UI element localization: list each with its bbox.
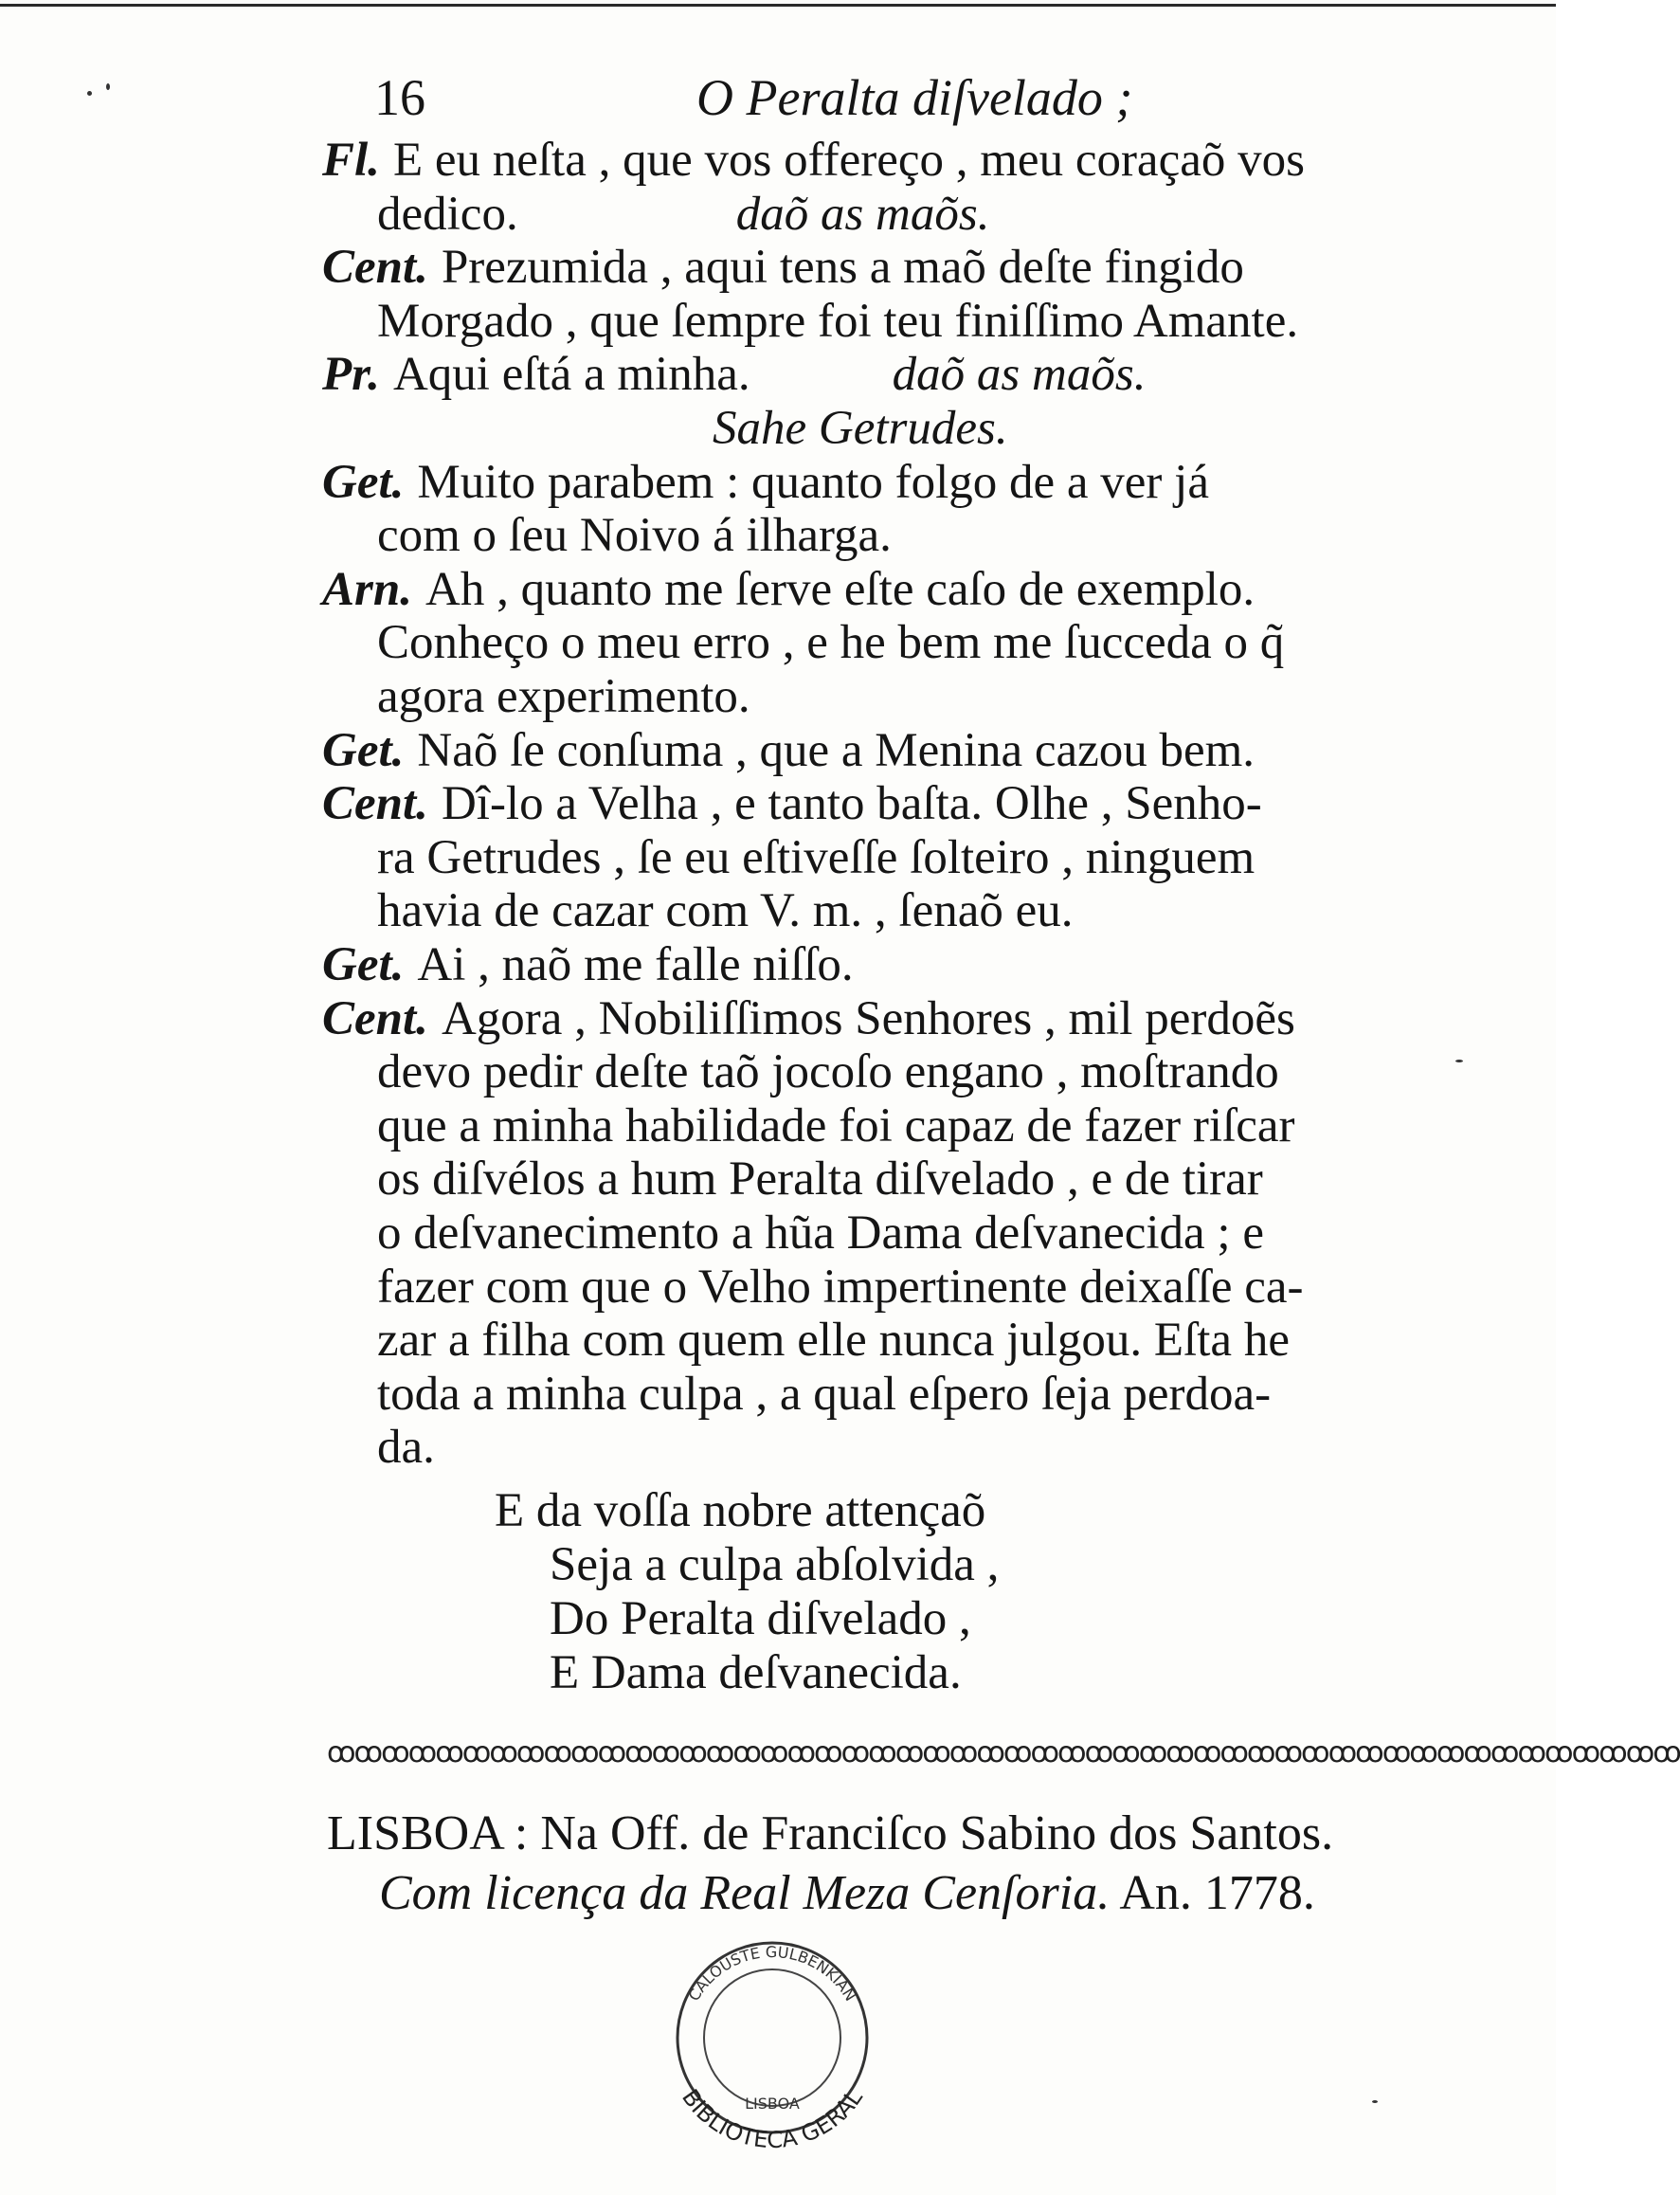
text-line <box>377 1420 435 1475</box>
line-text: ra Getrudes , ſe eu eſtiveſſe ſolteiro , ninguem <box>377 830 1255 884</box>
text-line <box>322 776 1262 831</box>
ink-speck <box>1372 2100 1378 2103</box>
line-text: fazer com que o Velho impertinente deixaſſe ca- <box>377 1260 1304 1314</box>
line-text: Dî-lo a Velha , e tanto baſta. Olhe , Senho- <box>441 777 1262 831</box>
line-text: toda a minha culpa , a qual eſpero ſeja perdoa- <box>377 1367 1272 1421</box>
running-title: O Peralta diſvelado ; <box>696 69 1133 126</box>
speaker-name: Get. <box>322 938 405 991</box>
top-border-line <box>0 4 1556 7</box>
text-line <box>377 294 1298 349</box>
text-line <box>377 508 892 563</box>
imprint-license-line <box>379 1865 1315 1921</box>
text-line <box>322 455 1209 510</box>
ornamental-rule: ꝏꝏꝏꝏꝏꝏꝏꝏꝏꝏꝏꝏꝏꝏꝏꝏꝏꝏꝏꝏꝏꝏꝏꝏꝏꝏꝏꝏꝏꝏꝏꝏꝏꝏꝏꝏꝏꝏꝏꝏꝏꝏꝏꝏꝏꝏꝏꝏꝏꝏ <box>327 1736 1680 1769</box>
line-text: agora experimento. <box>377 670 750 723</box>
text-line <box>322 133 1305 188</box>
speaker-name: Cent. <box>322 777 428 831</box>
line-text: os diſvélos a hum Peralta diſvelado , e de tirar <box>377 1152 1263 1206</box>
line-text: E eu neſta , que vos offereço , meu coraçaõ vos <box>392 134 1305 187</box>
verse-line: E da voſſa nobre attençaõ <box>495 1484 986 1537</box>
ink-speck <box>87 91 92 96</box>
speaker-name: Cent. <box>322 241 428 295</box>
ink-speck <box>1455 1060 1463 1062</box>
speaker-name: Fl. <box>322 134 380 187</box>
stamp-top-text: CALOUSTE GULBENKIAN <box>684 1942 860 2005</box>
text-line <box>322 347 1146 402</box>
line-text: havia de cazar com V. m. , ſenaõ eu. <box>377 884 1074 938</box>
stamp-inner-ring <box>704 1969 840 2106</box>
line-text: Muito parabem : quanto folgo de a ver já <box>417 455 1209 509</box>
line-text: Ai , naõ me falle niſſo. <box>417 938 854 991</box>
line-text: da. <box>377 1421 435 1475</box>
line-text: Ah , quanto me ſerve eſte caſo de exemplo. <box>425 562 1255 616</box>
ink-speck <box>106 83 110 90</box>
text-line <box>377 1313 1290 1368</box>
line-text: Morgado , que ſempre foi teu finiſſimo Amante. <box>377 294 1299 348</box>
text-line <box>322 723 1255 778</box>
speaker-name: Get. <box>322 455 405 509</box>
text-line <box>713 401 1008 456</box>
stage-direction: daõ as maõs. <box>892 348 1147 402</box>
library-stamp <box>649 1919 895 2166</box>
stage-direction: daõ as maõs. <box>735 187 990 241</box>
page-number: 16 <box>374 69 425 126</box>
line-text: Agora , Nobiliſſimos Senhores , mil perdoẽs <box>441 991 1295 1045</box>
text-line <box>377 1206 1264 1261</box>
line-text: com o ſeu Noivo á ilharga. <box>377 509 892 563</box>
line-text: o deſvanecimento a hũa Dama deſvanecida ; e <box>377 1206 1264 1260</box>
line-text: devo pedir deſte taõ jocoſo engano , moſtrando <box>377 1045 1279 1099</box>
text-line <box>377 615 1284 670</box>
text-line <box>377 1098 1294 1153</box>
stamp-bottom-text: BIBLIOTECA GERAL <box>677 2084 868 2154</box>
text-line <box>377 1260 1304 1315</box>
speaker-name: Arn. <box>322 562 412 616</box>
text-line <box>377 1044 1279 1099</box>
imprint-year: An. 1778. <box>1119 1866 1315 1920</box>
imprint-place-printer: LISBOA : Na Off. de Franciſco Sabino dos Santos. <box>327 1806 1334 1860</box>
line-text: Naõ ſe conſuma , que a Menina cazou bem. <box>417 723 1255 777</box>
text-line <box>322 991 1295 1046</box>
text-line <box>322 240 1244 295</box>
verse-line: E Dama deſvanecida. <box>550 1646 962 1699</box>
text-line <box>322 562 1255 617</box>
line-text: dedico. <box>377 187 518 241</box>
text-line <box>377 830 1255 885</box>
stamp-inner-text: LISBOA <box>745 2095 800 2113</box>
speaker-name: Pr. <box>322 348 380 402</box>
stage-direction: Sahe Getrudes. <box>713 402 1008 455</box>
text-line <box>377 669 750 724</box>
text-line <box>377 1152 1263 1206</box>
line-text: que a minha habilidade foi capaz de fazer riſcar <box>377 1098 1295 1152</box>
line-text: Conheço o meu erro , e he bem me ſucceda o q̃ <box>377 616 1285 670</box>
imprint-license: Com licença da Real Meza Cenſoria. <box>379 1866 1111 1920</box>
text-line <box>377 883 1074 938</box>
line-text: Aqui eſtá a minha. <box>392 348 750 402</box>
line-text: zar a filha com quem elle nunca julgou. Eſta he <box>377 1314 1290 1368</box>
text-line <box>377 187 989 242</box>
text-line <box>322 937 854 992</box>
verse-line: Do Peralta diſvelado , <box>550 1592 971 1645</box>
speaker-name: Get. <box>322 723 405 777</box>
verse-line: Seja a culpa abſolvida , <box>550 1538 1000 1591</box>
line-text: Prezumida , aqui tens a maõ deſte fingido <box>441 241 1244 295</box>
speaker-name: Cent. <box>322 991 428 1045</box>
text-line <box>377 1367 1271 1422</box>
